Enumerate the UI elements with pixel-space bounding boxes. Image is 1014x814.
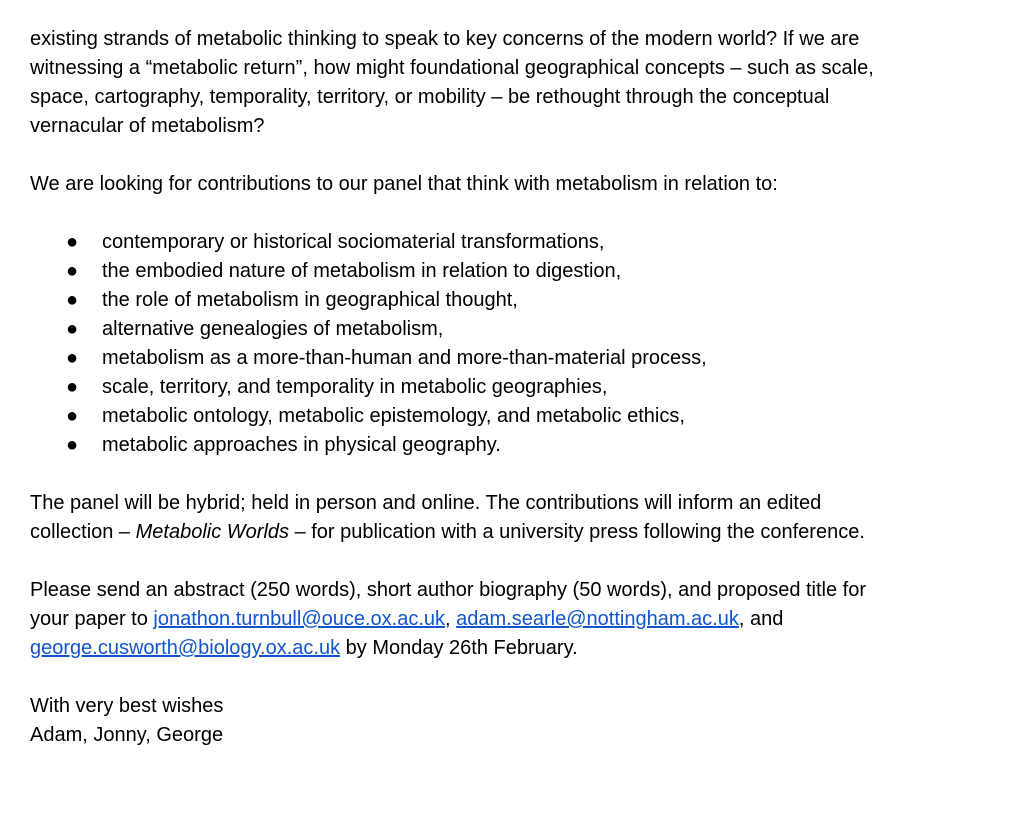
intro-paragraph: [30, 25, 984, 141]
bullet-dot-icon: ●: [66, 289, 79, 311]
bullet-dot-icon: ●: [66, 434, 79, 456]
email-link-searle[interactable]: adam.searle@nottingham.ac.uk: [456, 608, 739, 630]
submission-line-3: [30, 634, 984, 663]
bullet-item: [66, 315, 984, 344]
bullet-dot-icon: ●: [66, 231, 79, 253]
looking-for-text: We are looking for contributions to our panel that think with metabolism in relation to:: [30, 173, 778, 195]
paragraph-spacer: [30, 547, 984, 576]
email-link-turnbull[interactable]: jonathon.turnbull@ouce.ox.ac.uk: [153, 608, 446, 630]
bullet-text: metabolic approaches in physical geography.: [102, 434, 501, 456]
bullet-item: [66, 431, 984, 460]
bullet-item: [66, 373, 984, 402]
panel-line-2-suffix: – for publication with a university press following the conference.: [289, 521, 865, 543]
panel-line-2-prefix: collection –: [30, 521, 136, 543]
bullet-dot-icon: ●: [66, 318, 79, 340]
bullet-item: [66, 344, 984, 373]
deadline-text: by Monday 26th February.: [340, 637, 578, 659]
bullet-text: contemporary or historical sociomaterial transformations,: [102, 231, 605, 253]
signoff-closing: With very best wishes: [30, 695, 224, 717]
bullet-dot-icon: ●: [66, 376, 79, 398]
collection-title: Metabolic Worlds: [135, 521, 290, 543]
bullet-item: [66, 286, 984, 315]
bullet-item: [66, 228, 984, 257]
paragraph-spacer: [30, 663, 984, 692]
bullet-text: the role of metabolism in geographical thought,: [102, 289, 518, 311]
intro-line-1: existing strands of metabolic thinking to speak to key concerns of the modern world? If we are: [30, 28, 860, 50]
panel-line-2: [30, 518, 984, 547]
panel-paragraph: [30, 489, 984, 547]
submission-line-2-prefix: your paper to: [30, 608, 154, 630]
bullet-text: the embodied nature of metabolism in relation to digestion,: [102, 260, 622, 282]
panel-line-1: The panel will be hybrid; held in person and online. The contributions will inform an edited: [30, 492, 822, 514]
bullet-dot-icon: ●: [66, 405, 79, 427]
paragraph-spacer: [30, 460, 984, 489]
submission-line-1: Please send an abstract (250 words), short author biography (50 words), and proposed title for: [30, 579, 867, 601]
intro-line-3: space, cartography, temporality, territory, or mobility – be rethought through the conceptual: [30, 86, 830, 108]
bullet-text: metabolism as a more-than-human and more-than-material process,: [102, 347, 707, 369]
bullet-text: alternative genealogies of metabolism,: [102, 318, 444, 340]
bullet-item: [66, 402, 984, 431]
bullet-dot-icon: ●: [66, 347, 79, 369]
submission-paragraph: [30, 576, 984, 663]
paragraph-spacer: [30, 199, 984, 228]
submission-line-2: [30, 605, 984, 634]
bullet-dot-icon: ●: [66, 260, 79, 282]
email-link-cusworth[interactable]: george.cusworth@biology.ox.ac.uk: [30, 637, 341, 659]
bullet-text: scale, territory, and temporality in metabolic geographies,: [102, 376, 608, 398]
email-separator: , and: [738, 608, 784, 630]
bullet-item: [66, 257, 984, 286]
intro-line-2: witnessing a “metabolic return”, how might foundational geographical concepts – such as scale,: [30, 57, 874, 79]
paragraph-spacer: [30, 141, 984, 170]
signoff-names: Adam, Jonny, George: [30, 724, 224, 746]
topics-bullet-list: [30, 228, 984, 460]
email-separator: ,: [445, 608, 457, 630]
signoff: [30, 692, 984, 750]
intro-line-4: vernacular of metabolism?: [30, 115, 265, 137]
bullet-text: metabolic ontology, metabolic epistemology, and metabolic ethics,: [102, 405, 685, 427]
